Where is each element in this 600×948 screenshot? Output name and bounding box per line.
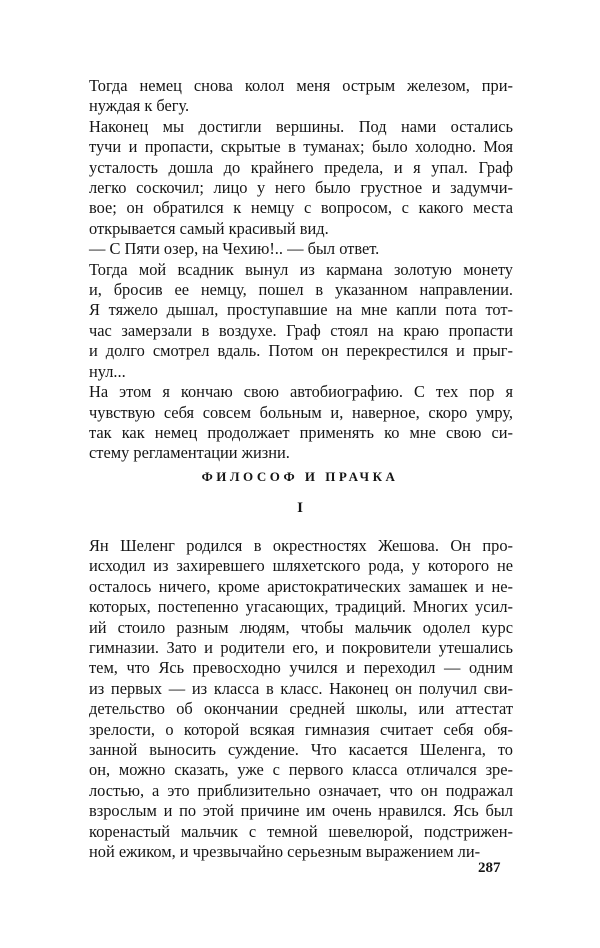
text-line: занной выносить суждение. Что касается Шеленга, то — [89, 740, 513, 760]
text-line: которых, постепенно угасающих, традиций. Многих усил- — [89, 597, 513, 617]
section-title: ФИЛОСОФ И ПРАЧКА — [201, 469, 399, 484]
text-line: тем, что Ясь превосходно учился и переходил — одним — [89, 658, 513, 678]
text-line: нул... — [89, 361, 126, 381]
text-line: взрослым и по этой причине им очень нравился. Ясь был — [89, 801, 513, 821]
paragraph — [89, 239, 513, 259]
text-line: Я тяжело дышал, проступавшие на мне капли пота тот- — [89, 300, 513, 320]
text-line: час замерзали в воздухе. Граф стоял на краю пропасти — [89, 320, 513, 340]
paragraph — [89, 117, 513, 239]
text-line: — С Пяти озер, на Чехию!.. — был ответ. — [89, 239, 380, 259]
text-line: ной ежиком, и чрезвычайно серьезным выражением ли- — [89, 842, 481, 862]
text-line: открывается самый красивый вид. — [89, 218, 329, 238]
text-line: Ян Шеленг родился в окрестностях Жешова. Он про- — [89, 536, 513, 555]
text-line: ий стоило разным людям, чтобы мальчик одолел курс — [89, 617, 513, 637]
text-line: Тогда мой всадник вынул из кармана золотую монету — [89, 259, 513, 279]
text-line: он, можно сказать, уже с первого класса отличался зре- — [89, 760, 513, 780]
text-line: чувствую себя совсем больным и, наверное, скоро умру, — [89, 402, 513, 422]
text-line: и, бросив ее немцу, пошел в указанном направлении. — [89, 280, 513, 300]
paragraph — [89, 536, 513, 863]
text-line: легко соскочил; лицо у него было грустное и задумчи- — [89, 178, 513, 198]
text-line: и долго смотрел вдаль. Потом он перекрестился и прыг- — [89, 341, 513, 361]
text-line: вое; он обратился к немцу с вопросом, с какого места — [89, 198, 513, 218]
text-line: гимназии. Зато и родители его, и покровители утешались — [89, 638, 513, 658]
text-line: детельство об окончании средней школы, или аттестат — [89, 699, 513, 719]
top-text-block — [89, 76, 513, 464]
bottom-text-block — [89, 536, 513, 863]
text-line: коренастый мальчик с темной шевелюрой, подстрижен- — [89, 821, 513, 841]
text-line: исходил из захиревшего шляхетского рода, у которого не — [89, 556, 513, 576]
text-line: осталось ничего, кроме аристократических замашек и не- — [89, 576, 513, 596]
text-line: лостью, а это приблизительно означает, что он подражал — [89, 780, 513, 800]
text-line: тучи и пропасти, скрытые в туманах; было холодно. Моя — [89, 137, 513, 157]
text-line: На этом я кончаю свою автобиографию. С тех пор я — [89, 382, 513, 402]
text-line: зрелости, о которой всякая гимназия считает себя обя- — [89, 719, 513, 739]
text-line: Наконец мы достигли вершины. Под нами остались — [89, 116, 513, 136]
paragraph — [89, 260, 513, 382]
text-line: стему регламентации жизни. — [89, 443, 290, 463]
text-line: Тогда немец снова колол меня острым железом, при- — [89, 76, 513, 95]
text-line: из первых — из класса в класс. Наконец он получил сви- — [89, 678, 513, 698]
paragraph — [89, 76, 513, 117]
paragraph — [89, 382, 513, 464]
text-line: усталость дошла до крайнего предела, и я упал. Граф — [89, 157, 513, 177]
text-line: нуждая к бегу. — [89, 96, 190, 116]
text-line: так как немец продолжает применять ко мне свою си- — [89, 422, 513, 442]
page-number: 287 — [478, 860, 501, 876]
chapter-number: I — [297, 500, 303, 516]
